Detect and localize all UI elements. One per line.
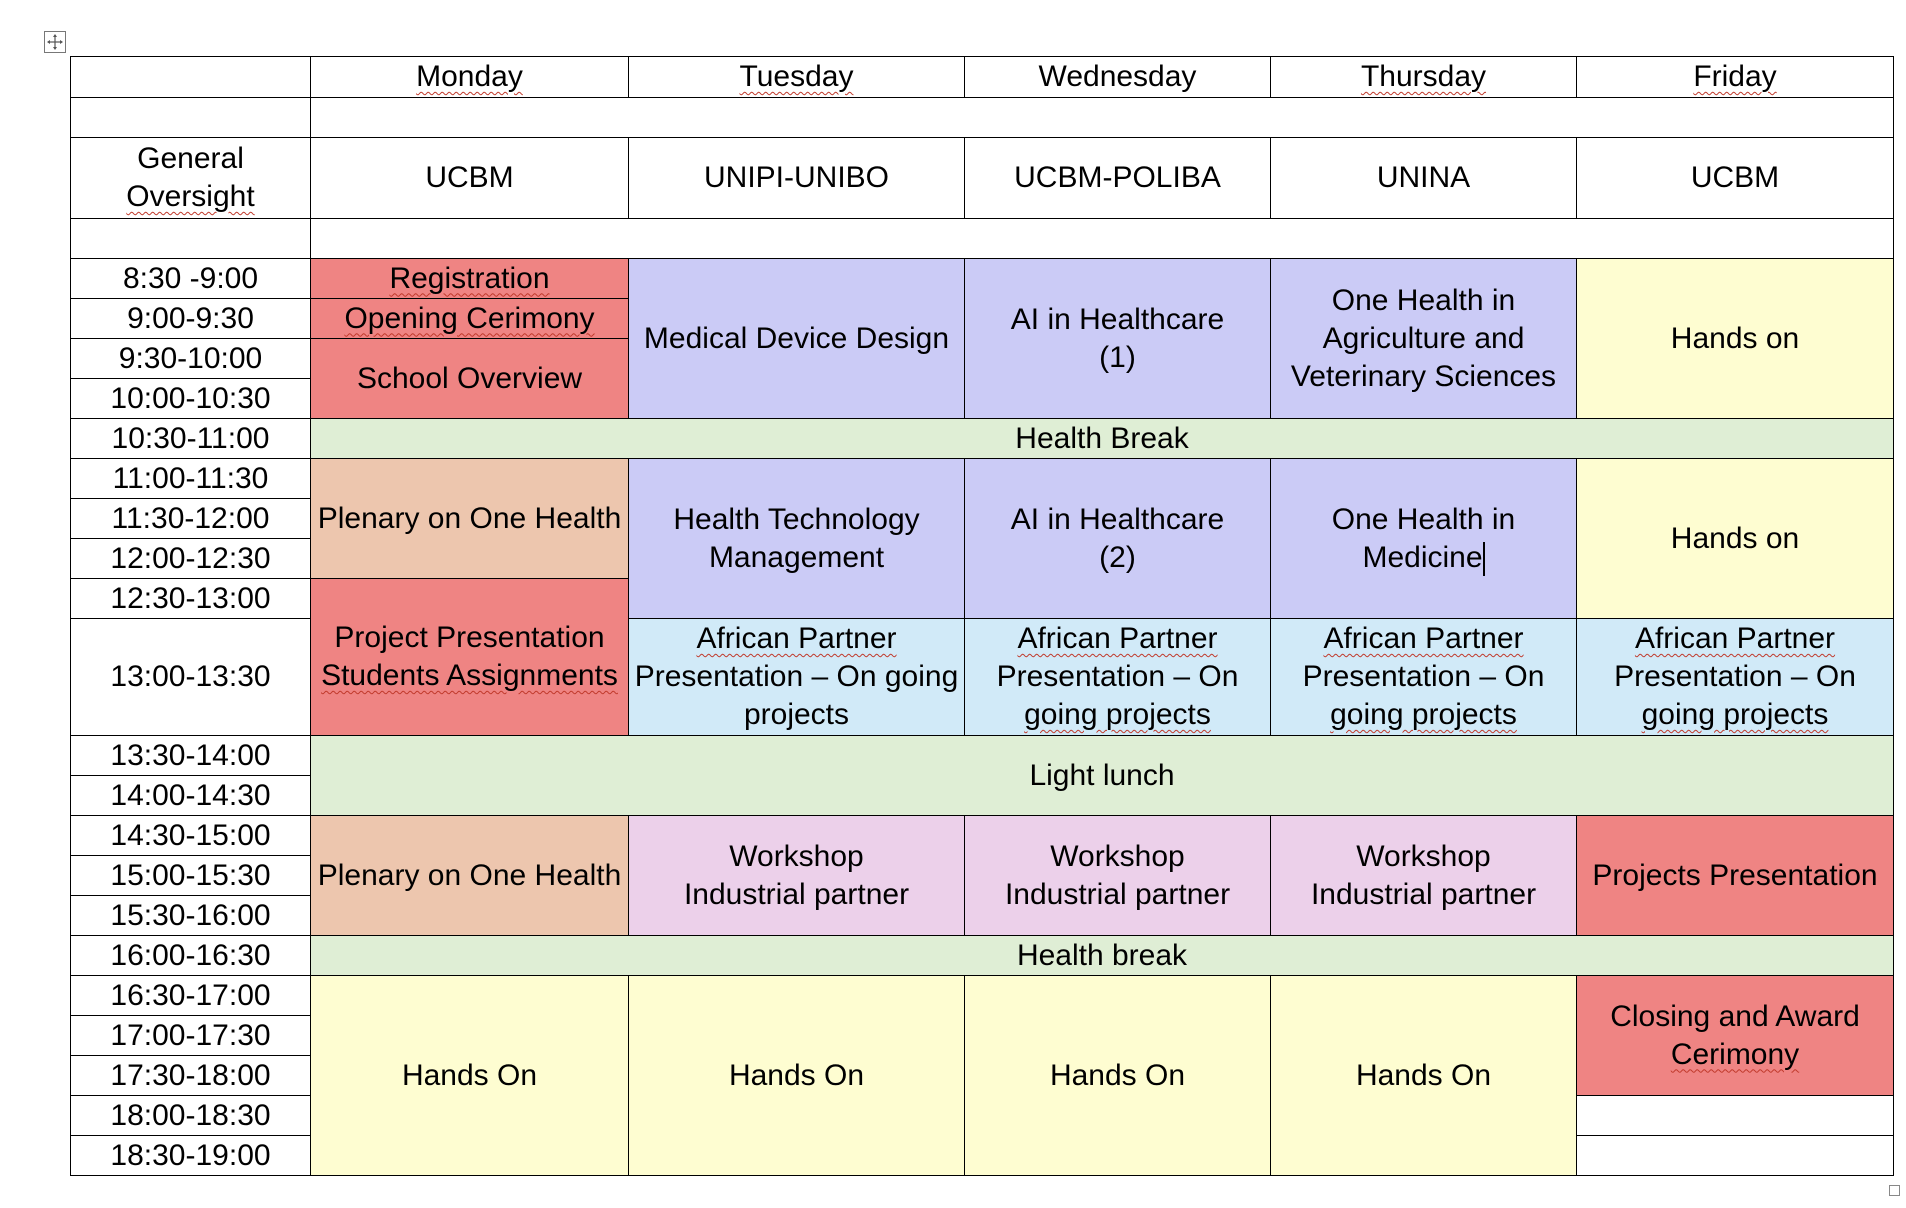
- session-label-line1: AI in Healthcare: [1010, 502, 1225, 536]
- session-registration[interactable]: [311, 259, 629, 299]
- session-workshop-tue[interactable]: [629, 816, 965, 936]
- time-cell[interactable]: 17:00-17:30: [71, 1016, 311, 1056]
- session-ai-healthcare-2[interactable]: [965, 459, 1271, 619]
- session-label-line2: Medicine: [1362, 540, 1483, 574]
- session-label: Hands On: [1049, 1058, 1186, 1092]
- session-african-partner-thu[interactable]: [1271, 619, 1577, 736]
- session-closing-award-ceremony[interactable]: [1577, 976, 1894, 1096]
- session-ai-healthcare-1[interactable]: [965, 259, 1271, 419]
- day-label: Tuesday: [739, 60, 854, 93]
- time-cell[interactable]: 9:30-10:00: [71, 339, 311, 379]
- session-label-line1: African Partner: [1017, 622, 1218, 655]
- session-label-line2: Cerimony: [1670, 1037, 1800, 1071]
- session-health-break-pm[interactable]: [311, 936, 1894, 976]
- empty-cell[interactable]: [1577, 1136, 1894, 1176]
- time-cell[interactable]: 16:00-16:30: [71, 936, 311, 976]
- time-cell[interactable]: 12:30-13:00: [71, 579, 311, 619]
- day-header-wednesday[interactable]: [965, 57, 1271, 98]
- time-cell[interactable]: 18:30-19:00: [71, 1136, 311, 1176]
- day-label: Thursday: [1360, 60, 1487, 93]
- time-cell[interactable]: 10:30-11:00: [71, 419, 311, 459]
- table-resize-handle-icon[interactable]: [1889, 1185, 1900, 1196]
- session-label-line2: Presentation – On: [1302, 660, 1545, 693]
- session-label-line1: African Partner: [1634, 622, 1836, 655]
- session-label-line1: One Health in: [1331, 283, 1516, 317]
- session-label-line3: going projects: [1024, 698, 1211, 731]
- time-cell[interactable]: 17:30-18:00: [71, 1056, 311, 1096]
- session-plenary-one-health-pm[interactable]: [311, 816, 629, 936]
- session-label-line1: African Partner: [1323, 622, 1524, 655]
- day-header-thursday[interactable]: [1271, 57, 1577, 98]
- session-label-line1: Closing and Award: [1610, 999, 1860, 1033]
- session-african-partner-fri[interactable]: [1577, 619, 1894, 736]
- session-label-line2: Presentation – On: [996, 660, 1239, 693]
- oversight-thursday[interactable]: UNINA: [1271, 138, 1577, 219]
- schedule-table: [70, 56, 1894, 1176]
- session-health-break[interactable]: [311, 419, 1894, 459]
- session-label: Hands on: [1670, 521, 1800, 555]
- session-plenary-one-health-am[interactable]: [311, 459, 629, 579]
- day-label: Monday: [416, 60, 523, 93]
- session-label-line2: Presentation – On: [1614, 660, 1856, 693]
- session-label-line1: Health Technology: [673, 502, 920, 536]
- session-label: Hands on: [1670, 321, 1800, 355]
- session-label: Medical Device Design: [643, 321, 950, 355]
- session-label-line1: Project Presentation: [334, 621, 605, 654]
- day-header-friday[interactable]: [1577, 57, 1894, 98]
- time-cell[interactable]: 16:30-17:00: [71, 976, 311, 1016]
- session-label-line1: Workshop: [1050, 839, 1185, 873]
- session-label-line2: Industrial partner: [1004, 877, 1231, 911]
- session-hands-on-fri-mid[interactable]: [1577, 459, 1894, 619]
- session-label: Registration: [389, 261, 550, 295]
- oversight-wednesday[interactable]: UCBM-POLIBA: [965, 138, 1271, 219]
- text-cursor: [1483, 542, 1485, 576]
- empty-cell[interactable]: [1577, 1096, 1894, 1136]
- empty-span-cell[interactable]: [311, 219, 1894, 259]
- time-cell[interactable]: 14:30-15:00: [71, 816, 311, 856]
- session-label-line1: One Health in: [1331, 502, 1516, 536]
- session-hands-on-thu[interactable]: [1271, 976, 1577, 1176]
- empty-cell[interactable]: [71, 219, 311, 259]
- session-hands-on-wed[interactable]: [965, 976, 1271, 1176]
- session-light-lunch[interactable]: [311, 736, 1894, 816]
- oversight-label-cell[interactable]: [71, 138, 311, 219]
- session-label-line1: AI in Healthcare: [1010, 302, 1225, 336]
- session-label-line2: Industrial partner: [1310, 877, 1537, 911]
- empty-cell[interactable]: [71, 98, 311, 138]
- oversight-tuesday[interactable]: UNIPI-UNIBO: [629, 138, 965, 219]
- day-label: Wednesday: [1038, 60, 1197, 93]
- session-label-line3: projects: [743, 698, 850, 731]
- session-label: Light lunch: [1029, 758, 1175, 792]
- time-cell[interactable]: 13:30-14:00: [71, 736, 311, 776]
- session-label-line2: Students Assignments: [321, 659, 618, 692]
- oversight-label-line1: General: [137, 142, 244, 175]
- session-label: Hands On: [1355, 1058, 1492, 1092]
- empty-span-cell[interactable]: [311, 98, 1894, 138]
- time-cell[interactable]: 10:00-10:30: [71, 379, 311, 419]
- session-label: Hands On: [728, 1058, 865, 1092]
- oversight-label-line2: Oversight: [126, 180, 255, 213]
- time-cell[interactable]: 8:30 -9:00: [71, 259, 311, 299]
- session-hands-on-mon[interactable]: [311, 976, 629, 1176]
- session-health-technology-management[interactable]: [629, 459, 965, 619]
- session-label: Plenary on One Health: [317, 501, 622, 535]
- session-label-line2: Industrial partner: [683, 877, 910, 911]
- session-opening-ceremony[interactable]: [311, 299, 629, 339]
- session-label-line2: Agriculture and: [1322, 321, 1525, 355]
- session-label-line1: Workshop: [729, 839, 864, 873]
- session-label: Hands On: [401, 1058, 538, 1092]
- session-projects-presentation[interactable]: [1577, 816, 1894, 936]
- time-cell[interactable]: 11:30-12:00: [71, 499, 311, 539]
- session-project-presentation-students[interactable]: [311, 579, 629, 736]
- time-cell[interactable]: 15:30-16:00: [71, 896, 311, 936]
- day-label: Friday: [1693, 60, 1777, 93]
- session-african-partner-tue[interactable]: [629, 619, 965, 736]
- oversight-friday[interactable]: UCBM: [1577, 138, 1894, 219]
- session-label: Health Break: [1015, 421, 1189, 455]
- session-label: Health break: [1016, 938, 1188, 972]
- session-hands-on-tue[interactable]: [629, 976, 965, 1176]
- session-hands-on-fri-am[interactable]: [1577, 259, 1894, 419]
- day-header-tuesday[interactable]: [629, 57, 965, 98]
- session-medical-device-design[interactable]: [629, 259, 965, 419]
- time-cell[interactable]: 12:00-12:30: [71, 539, 311, 579]
- session-label-line2: Management: [708, 540, 885, 574]
- session-label-line3: going projects: [1641, 698, 1829, 731]
- session-label-line3: going projects: [1330, 698, 1517, 731]
- session-label: Opening Cerimony: [344, 301, 595, 335]
- header-corner-cell[interactable]: [71, 57, 311, 98]
- session-school-overview[interactable]: [311, 339, 629, 419]
- session-label-line1: Workshop: [1356, 839, 1491, 873]
- session-one-health-agriculture[interactable]: [1271, 259, 1577, 419]
- time-cell[interactable]: 18:00-18:30: [71, 1096, 311, 1136]
- session-workshop-wed[interactable]: [965, 816, 1271, 936]
- oversight-monday[interactable]: UCBM: [311, 138, 629, 219]
- time-cell[interactable]: 15:00-15:30: [71, 856, 311, 896]
- session-label-line2: (1): [1099, 340, 1136, 374]
- session-label: School Overview: [356, 361, 583, 395]
- session-label: Plenary on One Health: [317, 858, 622, 892]
- table-move-handle-icon[interactable]: [44, 31, 66, 53]
- session-label: Projects Presentation: [1592, 858, 1878, 892]
- session-label-line3: Veterinary Sciences: [1290, 359, 1557, 393]
- time-cell[interactable]: 9:00-9:30: [71, 299, 311, 339]
- session-label-line2: Presentation – On going: [634, 660, 959, 693]
- session-one-health-medicine[interactable]: [1271, 459, 1577, 619]
- day-header-monday[interactable]: [311, 57, 629, 98]
- session-african-partner-wed[interactable]: [965, 619, 1271, 736]
- time-cell[interactable]: 14:00-14:30: [71, 776, 311, 816]
- session-label-line2: (2): [1099, 540, 1136, 574]
- time-cell[interactable]: 11:00-11:30: [71, 459, 311, 499]
- time-cell[interactable]: 13:00-13:30: [71, 619, 311, 736]
- session-workshop-thu[interactable]: [1271, 816, 1577, 936]
- session-label-line1: African Partner: [696, 622, 897, 655]
